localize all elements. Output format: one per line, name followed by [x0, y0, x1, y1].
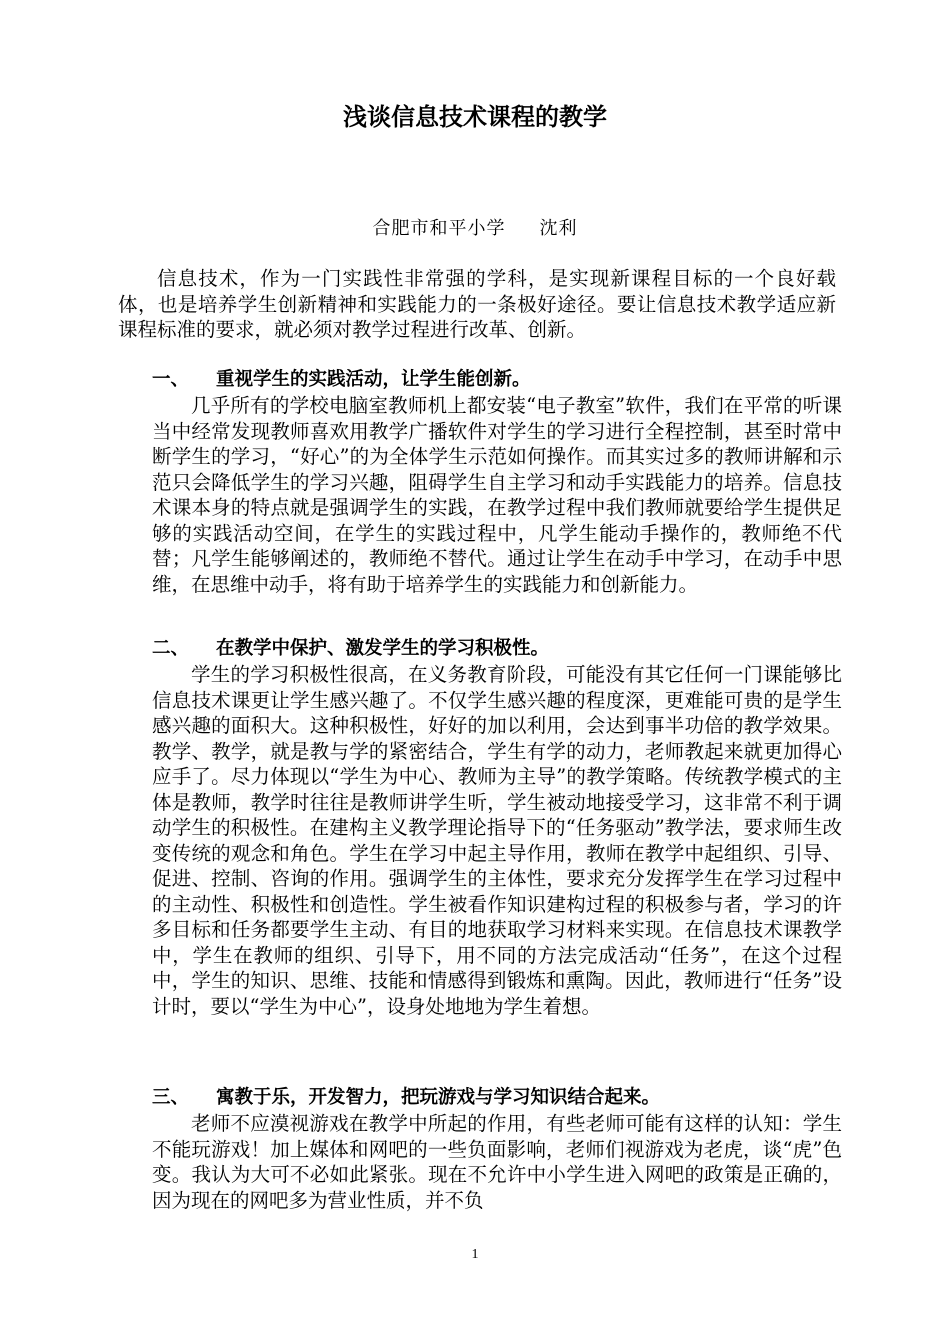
byline — [0, 216, 950, 242]
section-heading — [152, 636, 842, 662]
section-number: 二、 — [152, 638, 190, 659]
section-heading-text: 重视学生的实践活动，让学生能创新。 — [216, 369, 531, 390]
section-heading — [152, 367, 842, 393]
intro-paragraph: 信息技术，作为一门实践性非常强的学科，是实现新课程目标的一个良好载体，也是培养学生创新精神和实践能力的一条极好途径。要让信息技术教学适应新课程标准的要求，就必须对教学过程进行改革、创新。 — [118, 267, 836, 341]
section-heading-text: 在教学中保护、激发学生的学习积极性。 — [216, 638, 550, 659]
section-2 — [152, 636, 842, 1019]
section-3 — [152, 1085, 842, 1213]
document-title: 浅谈信息技术课程的教学 — [343, 103, 607, 131]
section-number: 一、 — [152, 369, 190, 390]
section-heading-text: 寓教于乐，开发智力，把玩游戏与学习知识结合起来。 — [216, 1087, 661, 1108]
section-number: 三、 — [152, 1087, 190, 1108]
page-number: 1 — [471, 1247, 479, 1262]
section-body: 学生的学习积极性很高，在义务教育阶段，可能没有其它任何一门课能够比信息技术课更让学生感兴趣了。不仅学生感兴趣的程度深，更难能可贵的是学生感兴趣的面积大。这种积极性，好好的加以利用，会达到事半功倍的教学效果。教学、教学，就是教与学的紧密结合，学生有学的动力，老师教起来就更加得心应手了。尽力体现以“学生为中心、教师为主导”的教学策略。传统教学模式的主体是教师，教学时往往是教师讲学生听，学生被动地接受学习，这非常不利于调动学生的积极性。在建构主义教学理论指导下的“任务驱动”教学法，要求师生改变传统的观念和角色。学生在学习中起主导作用，教师在教学中起组织、引导、促进、控制、咨询的作用。强调学生的主体性，要求充分发挥学生在学习过程中的主动性、积极性和创造性。学生被看作知识建构过程的积极参与者，学习的许多目标和任务都要学生主动、有目的地获取学习材料来实现。在信息技术课教学中，学生在教师的组织、引导下，用不同的方法完成活动“任务”，在这个过程中，学生的知识、思维、技能和情感得到锻炼和熏陶。因此，教师进行“任务”设计时，要以“学生为中心”，设身处地地为学生着想。 — [152, 663, 842, 1018]
school-name: 合肥市和平小学 — [372, 218, 506, 239]
section-body: 老师不应漠视游戏在教学中所起的作用，有些老师可能有这样的认知：学生不能玩游戏！加上媒体和网吧的一些负面影响，老师们视游戏为老虎，谈“虎”色变。我认为大可不必如此紧张。现在不允许中小学生进入网吧的政策是正确的，因为现在的网吧多为营业性质，并不负 — [152, 1112, 842, 1212]
section-body: 几乎所有的学校电脑室教师机上都安装“电子教室”软件，我们在平常的听课当中经常发现教师喜欢用教学广播软件对学生的学习进行全程控制，甚至时常中断学生的学习，“好心”的为全体学生示范如何操作。而其实过多的教师讲解和示范只会降低学生的学习兴趣，阻碍学生自主学习和动手实践能力的培养。信息技术课本身的特点就是强调学生的实践，在教学过程中我们教师就要给学生提供足够的实践活动空间，在学生的实践过程中，凡学生能动手操作的，教师绝不代替；凡学生能够阐述的，教师绝不替代。通过让学生在动手中学习，在动手中思维，在思维中动手，将有助于培养学生的实践能力和创新能力。 — [152, 394, 842, 596]
section-1 — [152, 367, 842, 597]
section-heading — [152, 1085, 842, 1111]
author-name: 沈利 — [539, 218, 578, 239]
